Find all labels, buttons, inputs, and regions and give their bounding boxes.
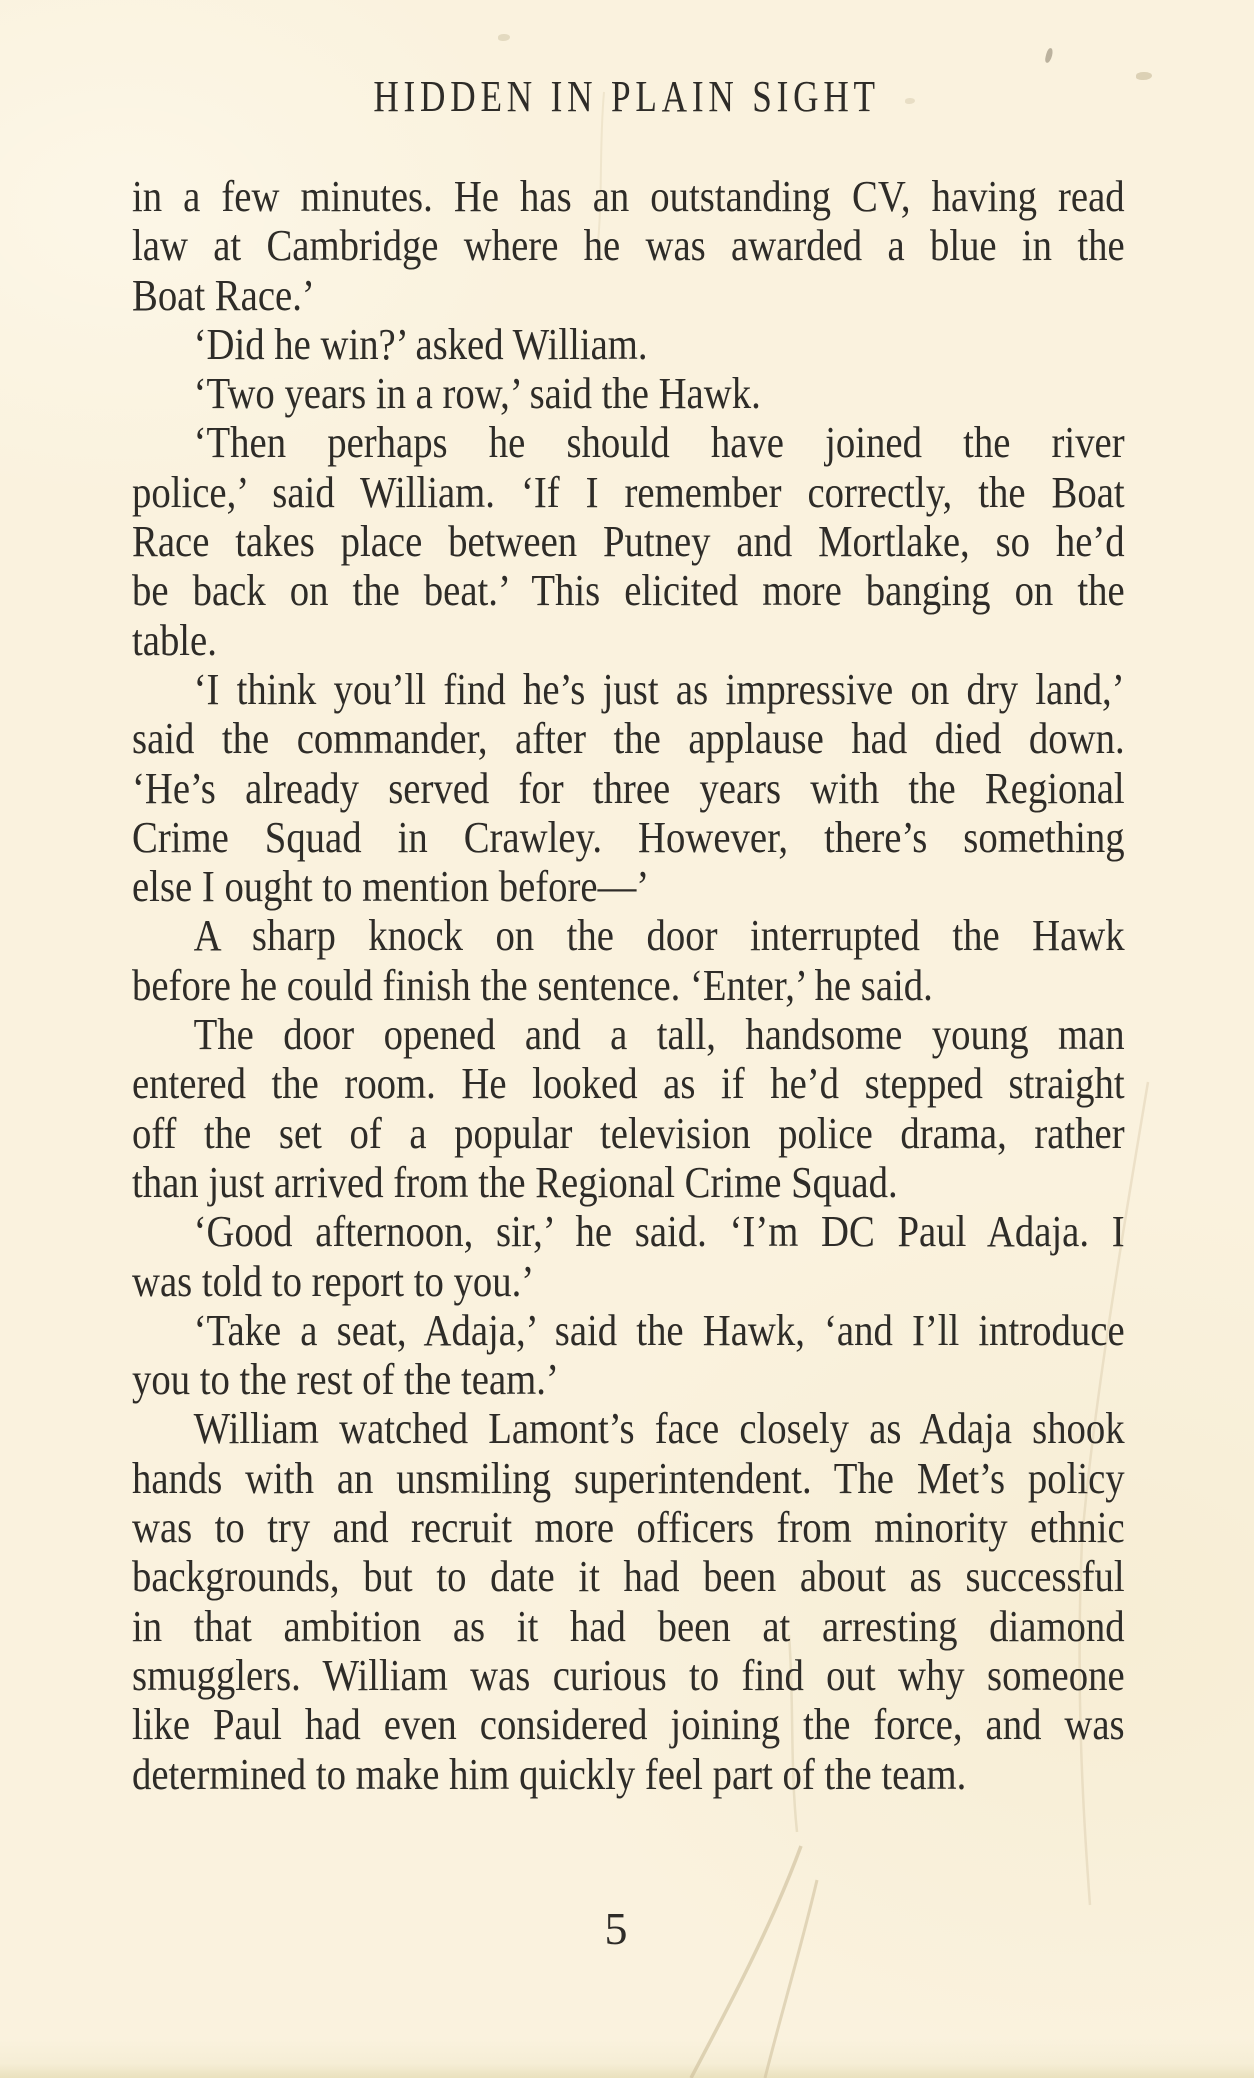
text-line: ‘Two years in a row,’ said the Hawk. bbox=[193, 369, 761, 419]
text-line: was told to report to you.’ bbox=[132, 1256, 535, 1306]
text-line: said the commander, after the applause had died down. bbox=[132, 714, 1125, 764]
text-line: table. bbox=[132, 615, 217, 665]
text-line: off the set of a popular television police drama, rather bbox=[132, 1108, 1125, 1158]
text-line: William watched Lamont’s face closely as Adaja shook bbox=[193, 1404, 1125, 1454]
running-header-row bbox=[0, 72, 1254, 131]
paragraph bbox=[132, 1207, 1125, 1306]
text-line: hands with an unsmiling superintendent. The Met’s policy bbox=[132, 1453, 1125, 1503]
text-line: Crime Squad in Crawley. However, there’s something bbox=[132, 812, 1125, 862]
paragraph bbox=[132, 911, 1125, 1010]
text-line: ‘Did he win?’ asked William. bbox=[193, 319, 648, 369]
text-line: ‘He’s already served for three years with the Regional bbox=[132, 763, 1125, 813]
text-line: smugglers. William was curious to find out why someone bbox=[132, 1650, 1125, 1700]
text-line: law at Cambridge where he was awarded a blue in the bbox=[132, 221, 1125, 271]
text-line: like Paul had even considered joining the force, and was bbox=[132, 1700, 1125, 1750]
page-footer bbox=[120, 1904, 1112, 1954]
paragraph bbox=[132, 418, 1125, 664]
text-line: determined to make him quickly feel part of the team. bbox=[132, 1749, 967, 1799]
text-line: Boat Race.’ bbox=[132, 270, 315, 320]
page-number: 5 bbox=[604, 1903, 628, 1954]
paragraph bbox=[132, 1010, 1125, 1207]
paragraph bbox=[132, 1306, 1125, 1405]
text-line: else I ought to mention before—’ bbox=[132, 862, 650, 912]
text-line: The door opened and a tall, handsome young man bbox=[193, 1010, 1125, 1060]
text-line: was to try and recruit more officers from minority ethnic bbox=[132, 1503, 1125, 1553]
paper-smudge bbox=[498, 34, 510, 41]
text-line: backgrounds, but to date it had been about as successful bbox=[132, 1552, 1125, 1602]
paragraph bbox=[132, 172, 1125, 320]
ink-fleck bbox=[1044, 47, 1053, 63]
text-line: A sharp knock on the door interrupted the Hawk bbox=[193, 911, 1125, 961]
running-header: HIDDEN IN PLAIN SIGHT bbox=[373, 72, 881, 121]
paragraph bbox=[132, 1404, 1125, 1798]
text-line: ‘Take a seat, Adaja,’ said the Hawk, ‘and I’ll introduce bbox=[193, 1305, 1125, 1355]
text-line: before he could finish the sentence. ‘Enter,’ he said. bbox=[132, 960, 933, 1010]
text-line: be back on the beat.’ This elicited more banging on the bbox=[132, 566, 1125, 616]
text-line: ‘I think you’ll find he’s just as impressive on dry land,’ bbox=[193, 664, 1125, 714]
text-line: entered the room. He looked as if he’d stepped straight bbox=[132, 1059, 1125, 1109]
text-line: than just arrived from the Regional Crime Squad. bbox=[132, 1157, 898, 1207]
text-line: Race takes place between Putney and Mortlake, so he’d bbox=[132, 517, 1125, 567]
text-line: in that ambition as it had been at arresting diamond bbox=[132, 1601, 1125, 1651]
text-line: in a few minutes. He has an outstanding CV, having read bbox=[132, 172, 1125, 221]
crease-line-bottom-1 bbox=[691, 1846, 801, 2078]
body-text bbox=[132, 172, 1125, 1799]
text-line: police,’ said William. ‘If I remember correctly, the Boat bbox=[132, 467, 1125, 517]
paragraph bbox=[132, 369, 1125, 418]
paragraph bbox=[132, 665, 1125, 911]
text-line: ‘Good afternoon, sir,’ he said. ‘I’m DC Paul Adaja. I bbox=[193, 1207, 1125, 1257]
paragraph bbox=[132, 320, 1125, 369]
text-line: you to the rest of the team.’ bbox=[132, 1355, 559, 1405]
text-line: ‘Then perhaps he should have joined the river bbox=[193, 418, 1125, 468]
